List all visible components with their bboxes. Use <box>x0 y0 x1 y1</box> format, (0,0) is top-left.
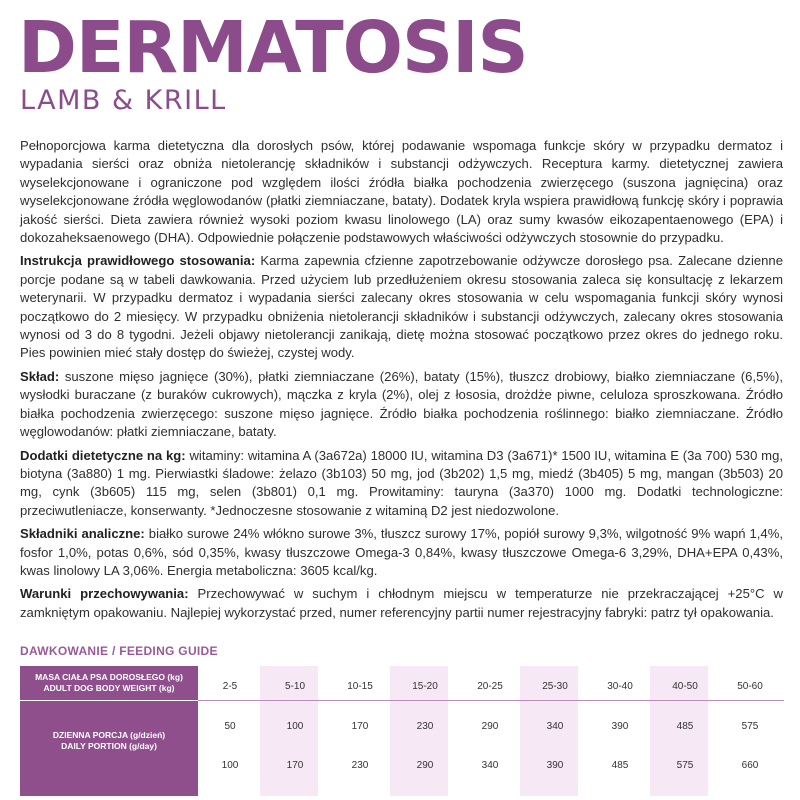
intro-paragraph: Pełnoporcjowa karma dietetyczna dla dorosłych psów, której podawanie wspomaga funkcje skóry w przypadku dermatoz i wypadania sierści oraz obniża nietolerancję składników i substancji odżywczych. Receptura karmy. dietetycznej zawiera wyselekcjonowane i ograniczone pod względem ilości źródła białka pochodzenia zwierzęcego (suszona jagnięcina) oraz wyselekcjonowane źródła węglowodanów (płatki ziemniaczane, bataty). Dodatek kryla wspiera prawidłową funkcję skóry i poprawia jakość sierści. Dieta zawiera również wysoki poziom kwasu linolowego (LA) oraz sumy kwasów eikozapentaenowego (EPA) i dokozaheksaenowego (DHA). Odpowiednie połączenie podstawowych właściwości odżywczych stosownie do przypadku. <box>20 138 783 246</box>
storage-conditions-text: Przechowywać w suchym i chłodnym miejscu w temperaturze nie przekraczającej +25°C w zamkniętym opakowaniu. Najlepiej wykorzystać przed, numer referencyjny partii numer rejestracyjny fabryki: patrz tył opakowania. <box>20 586 784 620</box>
weight-cell: 5-10 <box>284 681 305 692</box>
weight-cell: 40-50 <box>672 681 698 692</box>
usage-instructions-label: Instrukcja prawidłowego stosowania: <box>20 253 256 269</box>
portion-max-cell: 575 <box>676 760 694 771</box>
portion-label-en: DAILY PORTION (g/day) <box>61 741 157 751</box>
usage-instructions-paragraph <box>20 252 783 362</box>
composition-text: suszone mięso jagnięce (30%), płatki ziemniaczane (26%), bataty (15%), tłuszcz drobiowy, białko ziemniaczane (6,5%), wysłodki buraczane (z buraków cukrowych), mączka z kryla (2%), olej z łososia, drożdże piwne, celuloza sproszkowana. Źródło białka pochodzenia zwierzęcego: suszone mięso jagnięce. Źródło białka pochodzenia roślinnego: białko ziemniaczane. Źródło węglowodanów: płatki ziemniaczane, bataty. <box>20 368 783 440</box>
storage-conditions-label: Warunki przechowywania: <box>20 586 189 602</box>
portion-max-cell: 230 <box>351 760 369 771</box>
weight-cell: 20-25 <box>477 681 503 692</box>
portion-max-cell: 485 <box>611 760 629 771</box>
portion-label-pl: DZIENNA PORCJA (g/dzień) <box>52 730 166 740</box>
portion-max-cell: 100 <box>221 760 239 771</box>
portion-row-label <box>20 730 198 752</box>
portion-min-cell: 230 <box>416 721 434 732</box>
portion-max-cell: 290 <box>416 760 434 771</box>
portion-max-cell: 340 <box>481 760 499 771</box>
composition-label: Skład: <box>20 368 60 384</box>
weight-cell: 30-40 <box>607 681 633 692</box>
portion-min-cell: 290 <box>481 721 499 732</box>
product-description-block <box>20 137 783 622</box>
brand-subtitle: LAMB & KRILL <box>20 85 227 116</box>
additives-paragraph <box>20 447 783 521</box>
portion-min-cell: 390 <box>611 721 629 732</box>
portion-min-cell: 50 <box>224 721 236 732</box>
portion-max-cell: 170 <box>286 760 304 771</box>
weight-row-divider <box>198 700 784 701</box>
portion-max-cell: 390 <box>546 760 564 771</box>
row-label-column <box>20 666 198 796</box>
feeding-guide-heading: DAWKOWANIE / FEEDING GUIDE <box>20 644 218 658</box>
analytical-constituents-paragraph <box>20 525 783 580</box>
portion-min-cell: 170 <box>351 721 369 732</box>
analytical-constituents-text: białko surowe 24% włókno surowe 3%, tłuszcz surowy 17%, popiół surowy 9,3%, wilgotność 9% wapń 1,4%, fosfor 1,0%, potas 0,6%, sód 0,35%, kwasy tłuszczowe Omega-3 0,84%, kwasy tłuszczowe Omega-6 3,29%, DHA+EPA 0,43%, kwas linolowy LA 3,06%. Energia metaboliczna: 3605 kcal/kg. <box>20 526 783 578</box>
brand-title: DERMATOSIS <box>18 6 528 89</box>
weight-cell: 15-20 <box>412 681 438 692</box>
portion-min-cell: 340 <box>546 721 564 732</box>
feeding-guide-table <box>20 666 784 796</box>
weight-cell: 25-30 <box>542 681 568 692</box>
weight-row-label <box>20 672 198 701</box>
composition-paragraph <box>20 368 783 442</box>
usage-instructions-text: Karma zapewnia cfzienne zapotrzebowanie odżywcze dorosłego psa. Zalecane dzienne porcje podane są w tabeli dawkowania. Przed użyciem lub przedłużeniem okresu stosowania zaleca się konsultację z lekarzem weterynarii. W przypadku dermatoz i wypadania sierści zalecany okres stosowania w celu wspomagania funkcji skóry wynosi początkowo do 2 miesięcy. W przypadku obniżenia nietolerancji składników i substancji odżywczych, zalecany okres stosowania wynosi od 3 do 8 tygodni. Jeżeli objawy nietolerancji zanikają, dietę można stosować początkowo przez okres do jednego roku. Pies powinien mieć stały dostęp do świeżej, czystej wody. <box>20 253 783 361</box>
additives-text: witaminy: witamina A (3a672a) 18000 IU, witamina D3 (3a671)* 1500 IU, witamina E (3a 700) 530 mg, biotyna (3a880) 1 mg. Pierwiastki śladowe: żelazo (3b103) 50 mg, jod (3b202) 1,5 mg, miedź (3b405) 5 mg, mangan (3b503) 20 mg, cynk (3b605) 115 mg, selen (3b801) 0,1 mg. Prowitaminy: tauryna (3a370) 1000 mg. Dodatki technologiczne: przeciwutleniacze, konserwanty. *Jednoczesne stosowanie z witaminą D2 jest niedozwolone. <box>20 447 783 518</box>
additives-label: Dodatki dietetyczne na kg: <box>20 447 186 463</box>
portion-min-cell: 100 <box>286 721 304 732</box>
portion-max-cell: 660 <box>741 760 759 771</box>
weight-cell: 2-5 <box>222 681 238 692</box>
portion-min-cell: 575 <box>741 721 759 732</box>
weight-cell: 50-60 <box>737 681 763 692</box>
weight-cell: 10-15 <box>347 681 373 692</box>
weight-label-en: ADULT DOG BODY WEIGHT (kg) <box>43 683 175 693</box>
storage-conditions-paragraph <box>20 585 783 622</box>
portion-min-cell: 485 <box>676 721 694 732</box>
analytical-constituents-label: Składniki analiczne: <box>20 526 145 542</box>
weight-label-pl: MASA CIAŁA PSA DOROSŁEGO (kg) <box>35 672 183 682</box>
